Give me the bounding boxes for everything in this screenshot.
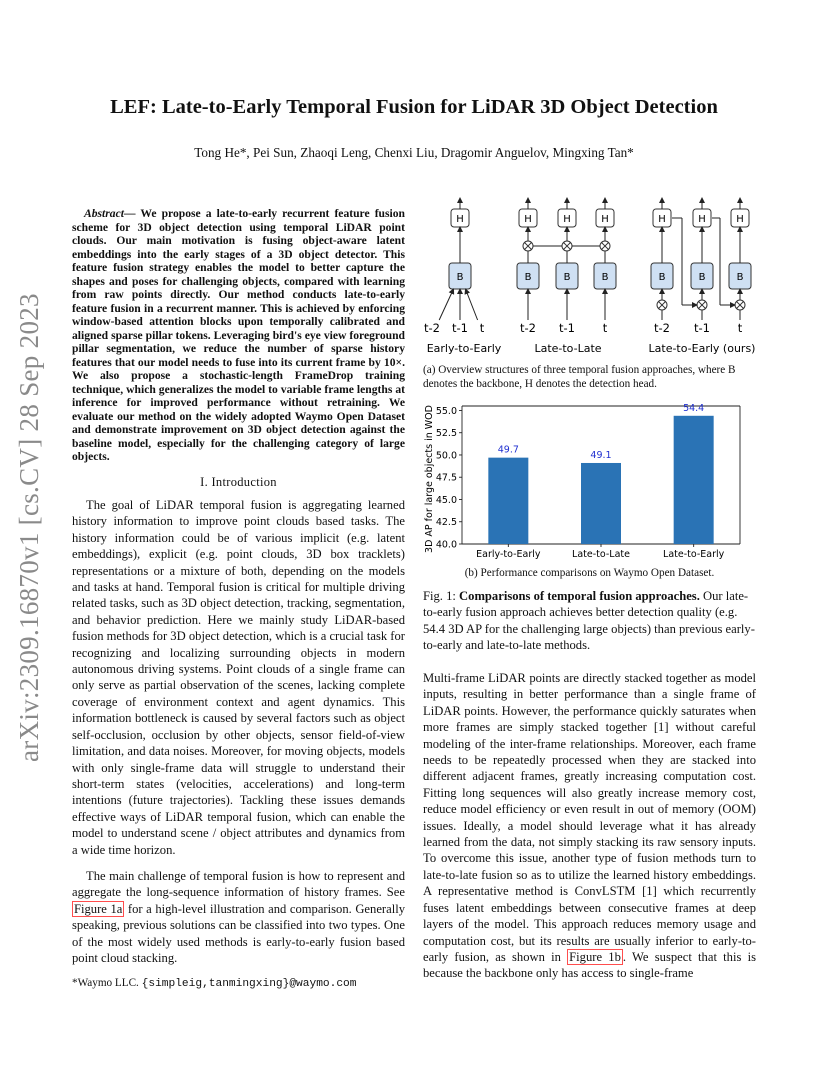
right-p-after: . We suspect that this is because the backbone only has access to single-frame xyxy=(423,949,757,981)
y-tick-label: 40.0 xyxy=(435,539,457,551)
figure-1a-link[interactable]: Figure 1a xyxy=(74,901,123,916)
backbone-3-label: B xyxy=(658,272,666,283)
abstract-text: We propose a late-to-early recurrent feature fusion scheme for 3D object detection using temporal LiDAR point clouds. Our main motivation is fusing object-aware latent embeddings into the early stages of a 3D object detector. This feature fusion strategy enables the model to better capture the shapes and poses for challenging objects, compared with learning from raw points directly. Our method conducts late-to-early feature fusion in a recurrent manner. This is achieved by enforcing window-based attention blocks upon temporally calibrated and aligned sparse pillar tokens. Leveraging bird's eye view foreground pillar segmentation, we reduce the number of sparse history features that our model needs to fuse into its current frame by 10×. We also propose a stochastic-length FrameDrop training technique, which generalizes the model to variable frame lengths at inference for improved performance without retraining. We evaluate our method on the widely adopted Waymo Open Dataset and demonstrate improvement on 3D object detection against the baseline model, especially for the challenging category of large objects. xyxy=(72,207,405,463)
connector-line xyxy=(466,289,478,320)
fig-caption-label: Fig. 1: xyxy=(423,589,460,603)
figure-caption-a: (a) Overview structures of three temporal fusion approaches, where B denotes the backbone, H denotes the detection head. xyxy=(423,364,736,390)
fig-caption-text: Our late-to-early fusion approach achieves better detection quality (e.g. 54.4 3D AP for the challenging large objects) than previous early-to-early and late-to-late methods. xyxy=(423,589,755,653)
head-2-label: H xyxy=(601,214,609,225)
intro-p2-before: The main challenge of temporal fusion is how to represent and aggregate the long-sequence information of history frames. See xyxy=(72,869,405,900)
figure-caption-b: (b) Performance comparisons on Waymo Open Dataset. xyxy=(464,567,715,579)
intro-p2-after: for a high-level illustration and comparison. Generally speaking, previous solutions can be classified into two types. One of the most widely used methods is early-to-early fusion based point cloud stacking. xyxy=(72,901,405,966)
bar-late-to-early xyxy=(674,416,714,544)
abstract-label: Abstract— xyxy=(84,207,136,220)
y-tick-label: 52.5 xyxy=(435,428,457,440)
footnote xyxy=(72,977,405,990)
intro-paragraph-1: The goal of LiDAR temporal fusion is aggregating learned history information to improve point clouds based tasks. The history information could be of various implicit (e.g. latent embeddings), explicit (e.g. point clouds, 3D box tracklets) representations or a mixture of both, depending on the models and tasks at hand. Temporal fusion is critical for multiple driving related tasks, such as 3D object detection, tracking, segmentation, and behavior prediction. Here we mainly study LiDAR-based fusion methods for 3D object detection, which is a crucial task for recognizing and localizing surrounding objects in modern autonomous driving systems. Point clouds of a single frame can only serve as partial observation of the scenes, lacking complete coverage of environment context and agent dynamics. This information bottleneck is caused by several factors such as object self-occlusion, occlusion by other objects, sensor field-of-view limitation, and data noises. Moreover, for moving objects, models with only single-frame data will struggle to understand their short-term states (velocities, accelerations) and long-term intentions (future trajectories). Tackling these issues demands effective ways of LiDAR temporal fusion, which can enable the model to understand scene / object attributes and dynamics from a wide time horizon. xyxy=(72,498,405,857)
footnote-emails: {simpleig,tanmingxing}@waymo.com xyxy=(141,978,357,990)
panel-label: Late-to-Early (ours) xyxy=(648,342,756,355)
head-2-label: H xyxy=(524,214,532,225)
x-tick-label: Late-to-Late xyxy=(572,549,630,560)
author-list: Tong He*, Pei Sun, Zhaoqi Leng, Chenxi Liu, Dragomir Anguelov, Mingxing Tan* xyxy=(194,145,634,160)
fusion-diagram xyxy=(420,192,760,362)
bar-value-label: 49.7 xyxy=(497,444,519,456)
arxiv-side-stamp: arXiv:2309.16870v1 [cs.CV] 28 Sep 2023 xyxy=(14,293,44,762)
head-2-label: H xyxy=(563,214,571,225)
y-tick-label: 47.5 xyxy=(435,472,457,484)
head-3-label: H xyxy=(736,214,744,225)
time-label: t-2 xyxy=(654,321,670,335)
panel-label: Late-to-Late xyxy=(534,342,602,355)
time-label: t-1 xyxy=(452,321,468,335)
backbone-3-label: B xyxy=(736,272,744,283)
time-label: t xyxy=(479,321,485,335)
abstract xyxy=(72,207,405,464)
time-label: t-2 xyxy=(520,321,536,335)
time-label: t-1 xyxy=(694,321,710,335)
right-p-before: Multi-frame LiDAR points are directly stacked together as model inputs, resulting in better performance than a single frame of LiDAR points. However, the performance quickly saturates when more frames are simply stacked together [1] without careful modeling of the inter-frame relationships. Moreover, each frame needs to be repeatedly processed when they are stacked into different adjacent frames, greatly increasing computation cost. Fitting long sequences will also greatly increase memory cost, reduce model efficiency or even result in out of memory (OOM) issues. Ideally, a model should leverage what it has already learned from the data, not simply stacking its raw sensory inputs. To overcome this issue, another type of fusion methods turn to late-to-late fusion so as to utilize the learned history embeddings. A representative method is ConvLSTM [1] which recurrently fuses latent embeddings between consecutive frames at deep layers of the model. This approach reduces memory usage and computation cost, but its results are usually inferior to early-to-early fusion, as shown in xyxy=(423,671,756,964)
y-axis-label: 3D AP for large objects in WOD xyxy=(424,405,435,553)
footnote-prefix: *Waymo LLC. xyxy=(72,977,142,989)
head-1-label: H xyxy=(456,214,464,225)
fig-caption-bold: Comparisons of temporal fusion approaches. xyxy=(459,589,700,603)
bar-late-to-late xyxy=(581,463,621,544)
head-3-label: H xyxy=(658,214,666,225)
backbone-1-label: B xyxy=(456,272,464,283)
bar-value-label: 54.4 xyxy=(683,402,705,414)
backbone-3-label: B xyxy=(698,272,706,283)
time-label: t xyxy=(737,321,743,335)
intro-paragraph-2 xyxy=(72,868,405,966)
figure-1-caption xyxy=(423,588,756,654)
paper-title: LEF: Late-to-Early Temporal Fusion for LiDAR 3D Object Detection xyxy=(110,96,718,118)
backbone-2-label: B xyxy=(563,272,571,283)
bar-chart xyxy=(420,398,760,563)
backbone-2-label: B xyxy=(601,272,609,283)
time-label: t xyxy=(602,321,608,335)
section-heading: I. Introduction xyxy=(200,475,277,489)
figure-1b-link[interactable]: Figure 1b xyxy=(569,949,621,964)
y-tick-label: 50.0 xyxy=(435,450,457,462)
panel-label: Early-to-Early xyxy=(426,342,502,355)
x-tick-label: Early-to-Early xyxy=(476,549,541,560)
bar-value-label: 49.1 xyxy=(590,449,612,461)
connector-line xyxy=(439,289,453,320)
y-tick-label: 42.5 xyxy=(435,517,457,529)
head-3-label: H xyxy=(698,214,706,225)
time-label: t-2 xyxy=(424,321,440,335)
x-tick-label: Late-to-Early xyxy=(663,549,725,560)
time-label: t-1 xyxy=(559,321,575,335)
y-tick-label: 45.0 xyxy=(435,494,457,506)
bar-early-to-early xyxy=(488,458,528,544)
right-column-paragraph xyxy=(423,670,756,982)
backbone-2-label: B xyxy=(524,272,532,283)
y-tick-label: 55.0 xyxy=(435,405,457,417)
